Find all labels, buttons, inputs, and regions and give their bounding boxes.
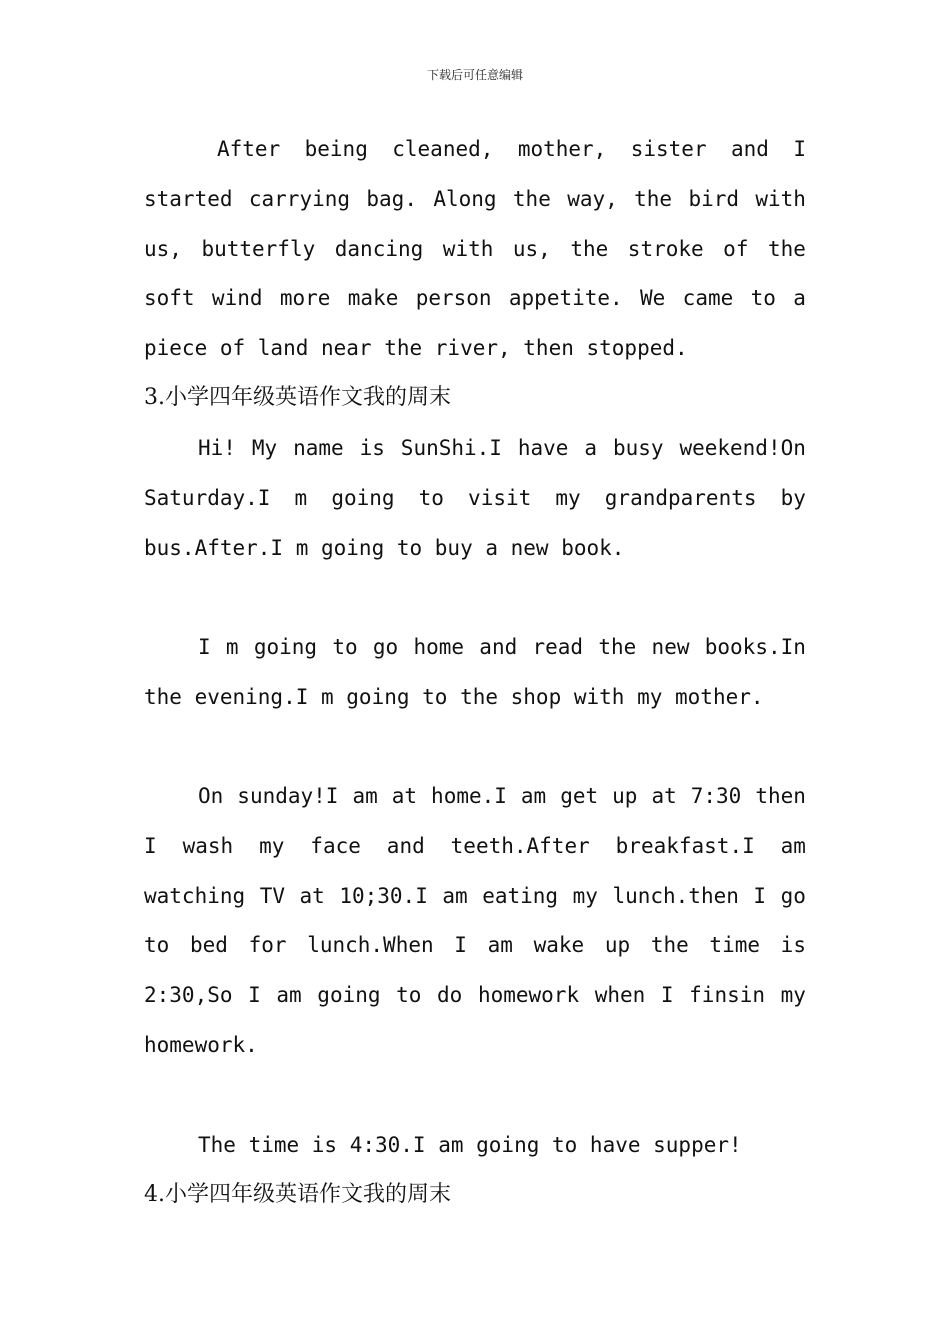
essay3-paragraph-2: [144, 623, 806, 723]
word: us,: [512, 236, 551, 261]
word: with: [755, 186, 806, 211]
word: 7:30: [690, 784, 742, 808]
word: when: [594, 983, 646, 1008]
text-line: [144, 822, 806, 872]
line-text: [198, 424, 806, 474]
word: started: [144, 186, 233, 211]
essay3-paragraph-4: [144, 1121, 806, 1171]
word: at: [299, 883, 325, 908]
word: eating: [482, 883, 559, 908]
word: to: [144, 933, 170, 958]
text-line: [144, 673, 806, 723]
text-line: [144, 474, 806, 524]
word: books.In: [704, 635, 806, 659]
word: to: [396, 983, 422, 1008]
word: and: [386, 833, 425, 858]
word: am: [352, 784, 378, 808]
word: We: [640, 286, 666, 311]
word: time: [709, 933, 760, 958]
line-text: [217, 125, 806, 175]
text-line: [144, 324, 806, 374]
word: lunch.When: [307, 933, 434, 958]
word: am: [780, 833, 806, 858]
word: weekend!On: [679, 436, 806, 460]
word: teeth.After: [450, 833, 590, 858]
word: the: [570, 236, 609, 261]
line-text: bus.After.I m going to buy a new book.: [144, 535, 625, 560]
line-text: homework.: [144, 1032, 258, 1057]
word: visit: [468, 485, 532, 510]
word: at: [391, 784, 418, 808]
text-line: [144, 125, 806, 175]
word: going: [317, 983, 381, 1008]
word: I: [454, 933, 467, 958]
word: am: [487, 933, 513, 958]
section-heading-3: 3.小学四年级英语作文我的周末: [144, 385, 451, 410]
word: a: [584, 436, 598, 460]
word: wake: [533, 933, 585, 958]
word: by: [780, 485, 806, 510]
word: is: [780, 933, 806, 958]
text-line: [144, 274, 806, 324]
word: a: [793, 286, 806, 311]
word: bird: [688, 186, 740, 211]
word: homework: [477, 983, 580, 1008]
word: wash: [182, 833, 234, 858]
line-text: [144, 225, 806, 275]
text-line: [144, 1121, 806, 1171]
word: butterfly: [201, 236, 316, 261]
word: for: [248, 933, 287, 958]
word: name: [293, 436, 344, 460]
word: finsin: [689, 983, 766, 1008]
word: am: [276, 983, 302, 1008]
word: go: [780, 883, 806, 908]
word: m: [294, 485, 308, 510]
word: grandparents: [604, 485, 757, 510]
word: TV: [259, 883, 285, 908]
word: sister: [630, 137, 707, 161]
word: soft: [144, 286, 195, 311]
word: the: [598, 635, 637, 659]
word: On: [198, 784, 224, 808]
line-text: [144, 971, 806, 1021]
text-line: [144, 872, 806, 922]
word: up: [604, 933, 631, 958]
word: going: [331, 485, 395, 510]
word: My: [251, 436, 278, 460]
word: at: [651, 784, 677, 808]
word: the: [512, 186, 551, 211]
text-line: [144, 1021, 806, 1071]
word: the: [767, 236, 806, 261]
word: After: [217, 137, 281, 161]
text-line: [144, 524, 806, 574]
word: to: [750, 286, 776, 311]
line-text: the evening.I m going to the shop with my mother.: [144, 684, 764, 709]
word: my: [555, 485, 581, 510]
word: have: [517, 436, 569, 460]
paragraph-continued: [144, 125, 806, 374]
word: 10;30.I: [339, 883, 428, 908]
word: bag.: [366, 186, 417, 211]
word: Saturday.I: [144, 485, 271, 510]
word: the: [650, 933, 689, 958]
line-text: [144, 921, 806, 971]
word: my: [780, 983, 806, 1008]
word: sunday!I: [237, 784, 339, 808]
word: wind: [211, 286, 263, 311]
word: way,: [567, 186, 618, 211]
word: is: [359, 436, 385, 460]
line-text: [144, 474, 806, 524]
section-heading-4: 4.小学四年级英语作文我的周末: [144, 1182, 451, 1207]
word: mother,: [517, 137, 607, 161]
word: do: [437, 983, 463, 1008]
word: I: [248, 983, 261, 1008]
word: bed: [189, 933, 228, 958]
line-text: [144, 175, 806, 225]
word: cleaned,: [392, 137, 494, 161]
word: person: [415, 286, 492, 311]
word: to: [418, 485, 444, 510]
line-text: [144, 274, 806, 324]
word: to: [332, 635, 358, 659]
text-line: [144, 623, 806, 673]
word: home: [413, 635, 465, 659]
word: breakfast.I: [615, 833, 755, 858]
word: I: [144, 833, 157, 858]
word: came: [682, 286, 734, 311]
word: going: [253, 635, 318, 659]
line-text: piece of land near the river, then stopped.: [144, 336, 688, 361]
word: get: [560, 784, 599, 808]
word: I: [793, 137, 806, 161]
word: appetite.: [508, 286, 623, 311]
word: make: [347, 286, 399, 311]
word: then: [755, 784, 806, 808]
word: lunch.then: [612, 883, 739, 908]
word: busy: [612, 436, 664, 460]
essay3-paragraph-1: [144, 424, 806, 573]
word: go: [372, 635, 399, 659]
line-text: [144, 872, 806, 922]
word: up: [612, 784, 638, 808]
word: new: [651, 635, 690, 659]
text-line: [144, 971, 806, 1021]
text-line: [144, 921, 806, 971]
line-text: [198, 772, 806, 822]
word: dancing: [334, 236, 424, 261]
text-line: [144, 424, 806, 474]
word: SunShi.I: [400, 436, 502, 460]
text-line: [144, 772, 806, 822]
word: with: [442, 236, 494, 261]
word: I: [198, 635, 211, 659]
word: my: [572, 883, 598, 908]
line-text: The time is 4:30.I am going to have supper!: [198, 1133, 742, 1157]
word: am: [442, 883, 468, 908]
word: am: [520, 784, 547, 808]
word: and: [731, 137, 769, 161]
word: Hi!: [198, 436, 236, 460]
word: face: [310, 833, 361, 858]
text-line: [144, 175, 806, 225]
word: the: [634, 186, 673, 211]
word: carrying: [248, 186, 351, 211]
word: read: [532, 635, 584, 659]
word: 2:30,So: [144, 983, 233, 1008]
word: I: [753, 883, 767, 908]
line-text: [198, 623, 806, 673]
page-header: 下载后可任意编辑: [426, 68, 523, 82]
word: home.I: [431, 784, 507, 808]
word: I: [660, 983, 674, 1008]
word: watching: [144, 883, 246, 908]
word: Along: [433, 186, 497, 211]
word: more: [279, 286, 331, 311]
text-line: [144, 225, 806, 275]
word: my: [259, 833, 285, 858]
word: stroke: [627, 236, 704, 261]
word: m: [225, 635, 239, 659]
line-text: [144, 822, 806, 872]
word: us,: [144, 236, 182, 261]
word: and: [479, 635, 518, 659]
essay3-paragraph-3: [144, 772, 806, 1071]
word: of: [723, 236, 749, 261]
word: being: [304, 137, 368, 161]
